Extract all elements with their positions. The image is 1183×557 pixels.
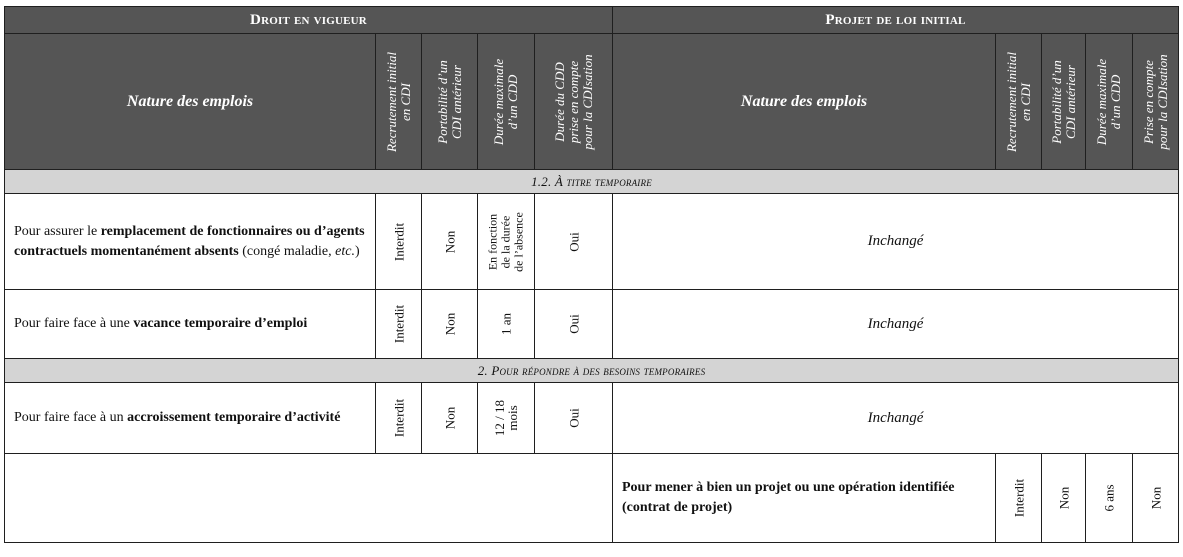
header-duree-right: Durée maximale d’un CDD: [1086, 34, 1133, 170]
row-vacance-projet: Inchangé: [613, 290, 1179, 359]
row-projet-cdisation: Non: [1133, 454, 1179, 543]
header-recrutement-right: Recrutement initial en CDI: [996, 34, 1042, 170]
row-vacance-desc: Pour faire face à une vacance temporaire d’emploi: [5, 290, 376, 359]
row-remplacement-projet: Inchangé: [613, 194, 1179, 290]
header-nature-left: Nature des emplois: [5, 34, 376, 170]
row-remplacement-duree: En fonction de la durée de l’absence: [478, 194, 535, 290]
header-cdisation-right: Prise en compte pour la CDIsation: [1133, 34, 1179, 170]
right-title: Projet de loi initial: [613, 7, 1179, 34]
row-projet-portabilite: Non: [1042, 454, 1086, 543]
section-besoins-temporaires: 2. Pour répondre à des besoins temporaires: [5, 359, 1179, 383]
row-vacance-portabilite: Non: [422, 290, 478, 359]
header-nature-right: Nature des emplois: [613, 34, 996, 170]
row-projet-desc: Pour mener à bien un projet ou une opération identifiée (contrat de projet): [613, 454, 996, 543]
comparison-table: [4, 6, 1179, 543]
table-row: [5, 454, 1179, 543]
row-projet-duree: 6 ans: [1086, 454, 1133, 543]
header-portabilite-right: Portabilité d’un CDI antérieur: [1042, 34, 1086, 170]
left-title: Droit en vigueur: [5, 7, 613, 34]
row-remplacement-desc: Pour assurer le remplacement de fonctionnaires ou d’agents contractuels momentanément absents (congé maladie, etc.): [5, 194, 376, 290]
row-vacance-recrutement: Interdit: [376, 290, 422, 359]
row-projet-empty-left: [5, 454, 613, 543]
row-accroissement-desc: Pour faire face à un accroissement temporaire d’activité: [5, 383, 376, 454]
row-accroissement-recrutement: Interdit: [376, 383, 422, 454]
section-a-titre-temporaire: 1.2. À titre temporaire: [5, 170, 1179, 194]
row-remplacement-cdisation: Oui: [535, 194, 613, 290]
row-accroissement-projet: Inchangé: [613, 383, 1179, 454]
table-row: [5, 290, 1179, 359]
row-accroissement-duree: 12 / 18 mois: [478, 383, 535, 454]
table-row: [5, 194, 1179, 290]
header-cdisation-left: Durée du CDD prise en compte pour la CDIsation: [535, 34, 613, 170]
row-accroissement-portabilite: Non: [422, 383, 478, 454]
table-row: [5, 383, 1179, 454]
row-remplacement-portabilite: Non: [422, 194, 478, 290]
row-remplacement-recrutement: Interdit: [376, 194, 422, 290]
header-duree-left: Durée maximale d’un CDD: [478, 34, 535, 170]
row-vacance-duree: 1 an: [478, 290, 535, 359]
row-accroissement-cdisation: Oui: [535, 383, 613, 454]
row-vacance-cdisation: Oui: [535, 290, 613, 359]
header-portabilite-left: Portabilité d’un CDI antérieur: [422, 34, 478, 170]
header-recrutement-left: Recrutement initial en CDI: [376, 34, 422, 170]
row-projet-recrutement: Interdit: [996, 454, 1042, 543]
